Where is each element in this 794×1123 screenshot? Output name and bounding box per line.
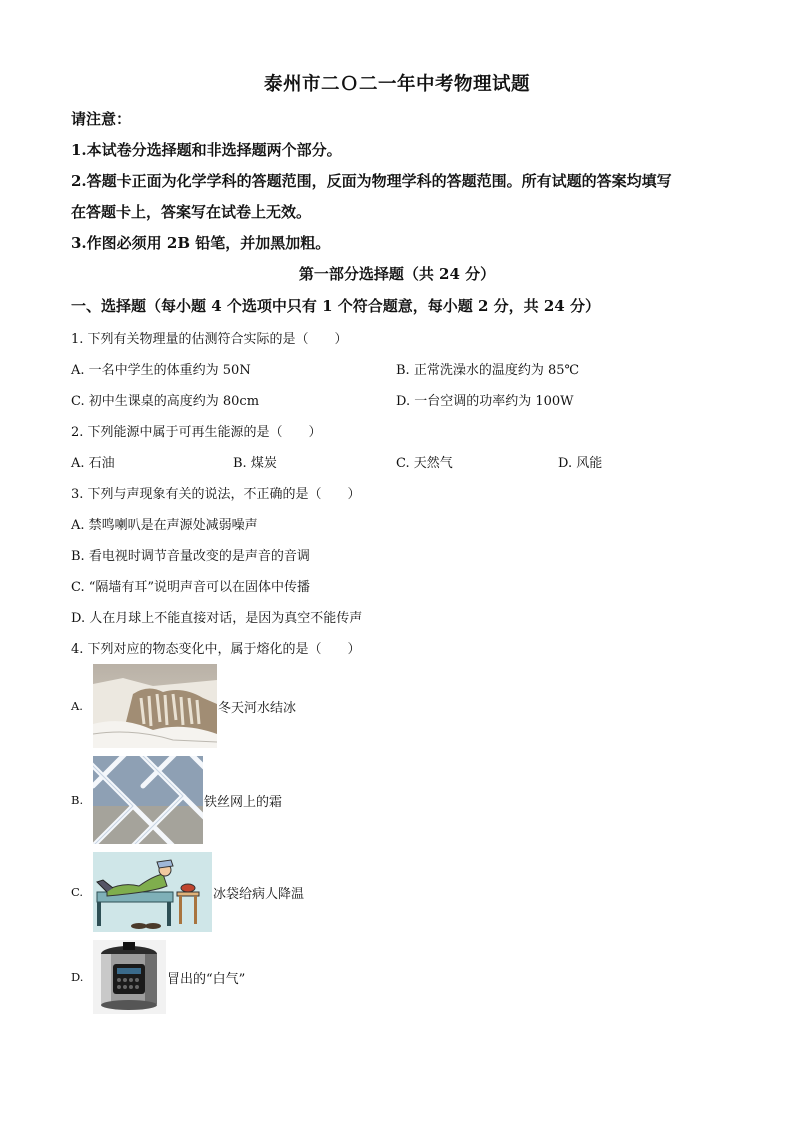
pressure-cooker-image [93, 940, 166, 1014]
q2-option-c: C. 天然气 [396, 456, 453, 471]
q4-option-d-label: D. [71, 970, 84, 984]
part1-heading: 第一部分选择题（共 24 分） [298, 265, 496, 283]
q3-option-a: A. 禁鸣喇叭是在声源处减弱噪声 [71, 518, 258, 533]
q1-option-c: C. 初中生课桌的高度约为 80cm [71, 394, 260, 409]
notice-heading: 请注意： [71, 110, 132, 128]
q4-option-c [71, 852, 304, 932]
q4-option-b-caption: 铁丝网上的霜 [204, 794, 283, 810]
q1-option-d: D. 一台空调的功率约为 100W [396, 394, 574, 409]
q3-option-d: D. 人在月球上不能直接对话，是因为真空不能传声 [71, 611, 363, 626]
question-2-stem: 2. 下列能源中属于可再生能源的是（ ） [71, 425, 322, 440]
q4-option-a-label: A. [71, 699, 83, 713]
question-3-stem: 3. 下列与声现象有关的说法，不正确的是（ ） [71, 487, 361, 502]
ice-bag-patient-image [93, 852, 212, 932]
q2-option-a: A. 石油 [71, 456, 115, 471]
question-4-stem: 4. 下列对应的物态变化中，属于熔化的是（ ） [71, 642, 361, 657]
frost-fence-image [93, 756, 203, 844]
page-title: 泰州市二Ｏ二一年中考物理试题 [263, 74, 530, 95]
section1-heading: 一、选择题（每小题 4 个选项中只有 1 个符合题意，每小题 2 分，共 24 分） [71, 297, 600, 315]
frozen-river-image [93, 664, 217, 748]
notice-item-1: 1.本试卷分选择题和非选择题两个部分。 [71, 141, 342, 159]
q3-option-c: C. “隔墙有耳”说明声音可以在固体中传播 [71, 580, 311, 595]
q4-option-a [71, 664, 296, 748]
q2-option-d: D. 风能 [558, 456, 603, 471]
q4-option-c-caption: 冰袋给病人降温 [213, 886, 305, 902]
q4-option-d [71, 940, 245, 1014]
q1-option-a: A. 一名中学生的体重约为 50N [71, 363, 251, 378]
notice-item-2-line-2: 在答题卡上，答案写在试卷上无效。 [71, 203, 312, 221]
notice-item-3: 3.作图必须用 2B 铅笔，并加黑加粗。 [71, 234, 331, 252]
q2-option-b: B. 煤炭 [233, 456, 277, 471]
q4-option-c-label: C. [71, 885, 84, 899]
q4-option-a-caption: 冬天河水结冰 [218, 700, 297, 716]
notice-item-2-line-1: 2.答题卡正面为化学学科的答题范围，反面为物理学科的答题范围。所有试题的答案均填写 [71, 172, 672, 190]
q4-option-b-label: B. [71, 793, 84, 807]
q4-option-d-caption: 冒出的“白气” [167, 971, 246, 987]
question-1-stem: 1. 下列有关物理量的估测符合实际的是（ ） [71, 332, 348, 347]
q3-option-b: B. 看电视时调节音量改变的是声音的音调 [71, 549, 310, 564]
q1-option-b: B. 正常洗澡水的温度约为 85℃ [396, 363, 580, 378]
q4-option-b [71, 756, 282, 844]
